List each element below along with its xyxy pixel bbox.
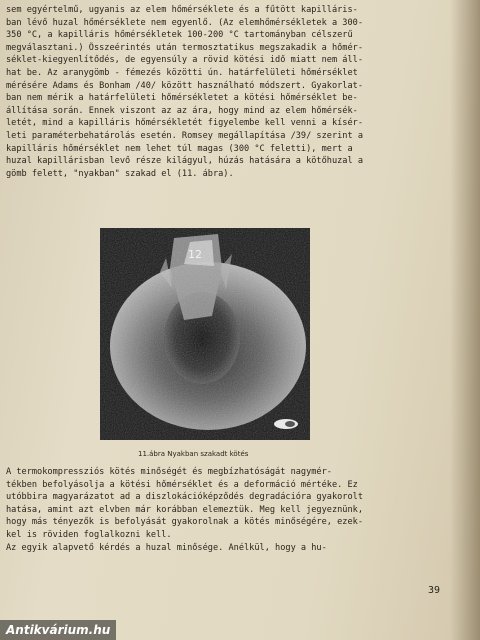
text-line: A termokompressziós kötés minőségét és megbízhatóságát nagymér- (6, 467, 332, 477)
text-line: hatása, amint azt elvben már korábban elemeztük. Meg kell jegyeznünk, (6, 504, 363, 515)
text-line: letét, mind a kapilláris hőmérsékletét figyelembe kell venni a kísér- (6, 118, 363, 129)
text-line: tékben befolyásolja a kötési hőmérséklet és a deformáció mértéke. Ez (6, 479, 358, 490)
text-line: ban nem mérik a határfelületi hőmérsékletet a kötési hőmérséklet be- (6, 93, 358, 104)
text-line: ban lévő huzal hőmérséklete nem egyenlő. (Az elemhőmérsékletek a 300- (6, 17, 363, 28)
sem-micrograph-figure (100, 228, 310, 440)
text-line: mérésére Adams és Bonham /40/ között használható módszert. Gyakorlat- (6, 80, 363, 91)
page-edge-shadow (450, 0, 480, 640)
figure-caption: 11.ábra Nyakban szakadt kötés (138, 450, 249, 458)
text-line: huzal kapillárisban levő része kilágyul, húzás hatására a kötőhuzal a (6, 156, 363, 167)
text-line: állítása során. Ennek viszont az az ára, hogy mind az elem hőmérsék- (6, 105, 358, 116)
image-label: 12 (188, 248, 202, 261)
text-line: séklet-kiegyenlítődés, de egyensúly a rövid kötési idő miatt nem áll- (6, 55, 363, 66)
text-line: hat be. Az aranygömb - fémezés közötti ún. határfelületi hőmérséklet (6, 67, 358, 78)
text-line: megválasztani.) Összeérintés után termosztatikus megszakadik a hőmér- (6, 42, 363, 53)
text-line: hogy más tényezők is befolyását gyakorolnak a kötés minőségére, ezek- (6, 517, 363, 528)
text-line: Az egyik alapvető kérdés a huzal minősége. Anélkül, hogy a hu- (6, 542, 327, 553)
text-line: kapilláris hőmérséklet nem lehet túl magas (300 °C feletti), mert a (6, 143, 353, 154)
text-line: sem egyértelmű, ugyanis az elem hőmérséklete és a fűtött kapilláris- (6, 5, 358, 15)
page-number: 39 (428, 585, 441, 596)
watermark-logo: Antikvárium.hu (0, 620, 116, 640)
scale-marker-icon (274, 419, 298, 429)
paragraph-top (6, 4, 436, 180)
micrograph-image (100, 228, 310, 440)
text-line: 350 °C, a kapilláris hőmérsékletek 100-200 °C tartományban célszerű (6, 30, 353, 41)
text-line: utóbbira magyarázatot ad a diszlokációképződés degradációra gyakorolt (6, 492, 363, 503)
text-line: leti paraméterbehatárolás esetén. Romsey megállapítása /39/ szerint a (6, 130, 363, 141)
paragraph-bottom (6, 466, 436, 554)
text-line: kel is röviden foglalkozni kell. (6, 529, 172, 540)
text-line: gömb felett, "nyakban" szakad el (11. ábra). (6, 168, 234, 179)
